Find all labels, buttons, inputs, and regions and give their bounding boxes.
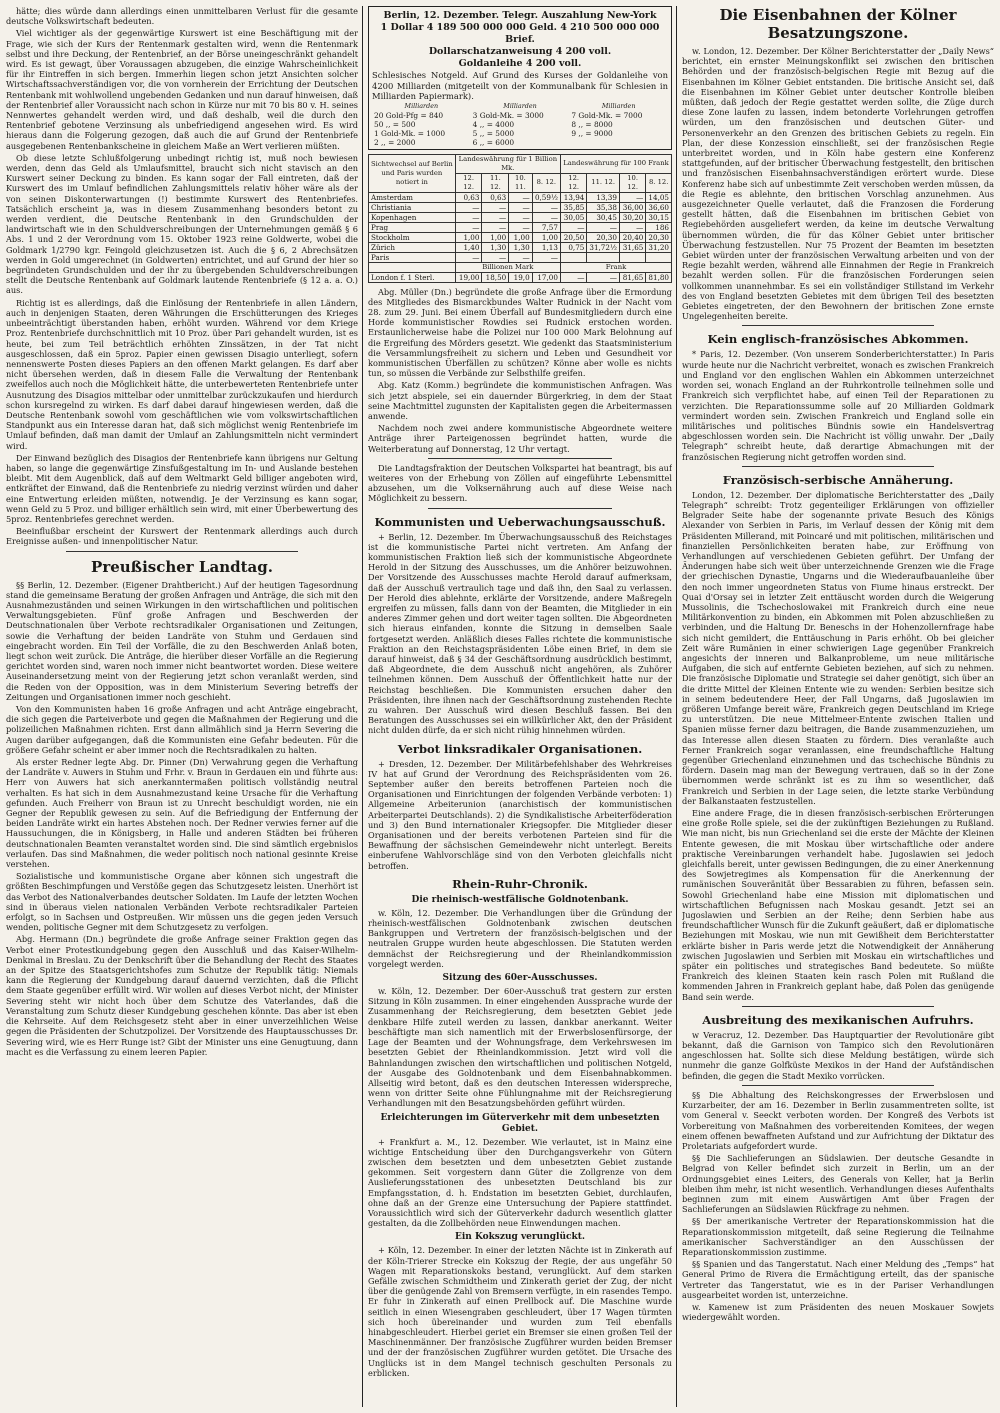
- exchange-line: Dollarschatzanweisung 4 200 voll.: [428, 46, 612, 57]
- divider: [742, 466, 934, 467]
- rate-cell: —: [560, 222, 586, 232]
- paragraph: w. Köln, 12. Dezember. Der 60er-Ausschuß trat gestern zur ersten Sitzung in Köln zusammen. In einer eingehenden Aussprache wurde der Zusammenhang der Reichsregierung, dem besetzten Gebiet jede denkbare Hilfe zuteil werden zu lassen, dankbar anerkannt. Weiter beschäftigte man sich namentlich mit der Erwerbslosenfürsorge, der Lage der Beamten und der Wohnungsfrage, dem Verkehrswesen im besetzten Gebiet der Rheinlandkommission. Jetzt wird voll die Bahnlandungen zwischen den wirtschaftlichen und politischen Notgeld, der Ausgabe des Goldnotenbank und dem Eisenbahnabkommen. Allseitig wird betont, daß es den deutschen Interessen widerspreche, wenn von dritter Seite ohne Fühlungnahme mit der Reichsregierung Verhandlungen mit den Besatzungsbehörden geführt würden.: [368, 986, 672, 1109]
- column-middle: [368, 6, 672, 1407]
- rate-cell: —: [482, 212, 509, 222]
- paragraph: Beeinflußbar erscheint der Kurswert der Rentenmark allerdings auch durch Ereignisse außen- und innenpolitischer Natur.: [6, 526, 358, 547]
- date-header: 11. 12.: [587, 173, 620, 192]
- date-header: 12. 12.: [455, 173, 482, 192]
- paragraph: w Veracruz, 12. Dezember. Das Hauptquartier der Revolutionäre gibt bekannt, daß die Garnison von Tampico sich den Revolutionären angeschlossen hat. Sollte sich diese Meldung bestätigen, würde sich nunmehr die ganze Golfküste Mexikos in der Hand der Aufständischen befinden, die gegen die Stadt Mexiko vorrücken.: [682, 1029, 994, 1081]
- rate-cell: 1,30: [509, 242, 532, 252]
- table-header: Billionen Mark: [455, 262, 560, 272]
- table-cell: 50 ,, = 500: [374, 119, 416, 129]
- table-row: [369, 202, 672, 212]
- rate-cell: —: [482, 252, 509, 262]
- paragraph: Der Einwand bezüglich des Disagios der Rentenbriefe kann übrigens nur Geltung haben, so lange die gegenwärtige Zinsfußgestaltung im In- und Auslande bestehen bleibt. Mit dem Augenblick, daß auf dem Weltmarkt Geld billiger angeboten wird, entkräftet der Einwand, daß die Rentenbriefe zu niedrig verzinst würden und daher eine Entwertung erleiden müßten, notwendig. Je der Verzinsung es kann sogar, wenn Geld zu 5 Proz. und billiger erhältlich sein wird, mit einer Überbewertung des 5proz. Rentenbriefes gerechnet werden.: [6, 452, 358, 524]
- column-rule: [362, 6, 363, 1407]
- city-cell: Prag: [369, 222, 456, 232]
- notgeld-unit: Milliarden: [503, 101, 537, 110]
- rate-cell: 36,00: [619, 202, 645, 212]
- table-cell: 6 ,, = 6000: [472, 137, 515, 147]
- table-cell: 9 ,, = 9000: [571, 128, 613, 138]
- rate-cell: 1,13: [532, 242, 560, 252]
- headline-annaeherung: Französisch-serbische Annäherung.: [722, 472, 954, 487]
- table-cell: 81,80: [646, 272, 672, 282]
- table-row: [369, 232, 672, 242]
- table-row: [372, 138, 668, 147]
- table-row: [372, 120, 668, 129]
- table-cell: 19,00: [455, 272, 482, 282]
- notgeld-table: [372, 102, 668, 147]
- rate-cell: 1,00: [509, 232, 532, 242]
- city-cell: Amsterdam: [369, 192, 456, 202]
- rate-cell: 0,63: [482, 192, 509, 202]
- paragraph: * Paris, 12. Dezember. (Von unserem Sonderberichterstatter.) In Paris wurde heute nur die Nachricht verbreitet, wonach es zwischen Frankreich und England vor den englischen Wahlen ein Abkommen unterzeichnet worden sei, wonach England an der Ruhrkontrolle teilnehmen solle und Frankreich sich verpflichtet habe, auf einen Teil der Reparationen zu verzichten. Die Reparationssumme solle auf 20 Milliarden Goldmark vermindert worden sein. Zwischen Frankreich und England solle ein militärisches und politisches Bündnis sowie ein Handelsvertrag abgeschlossen worden sein. Die Nachricht ist völlig unwahr. Der „Daily Telegraph“ schreibt heute, daß derartige Abmachungen mit der französischen Regierung nicht getroffen worden sind.: [682, 349, 994, 462]
- table-header: Sichtwechsel auf Berlin und Paris wurden notiert in: [369, 154, 456, 192]
- paragraph: Die Landtagsfraktion der Deutschen Volkspartei hat beantragt, bis auf weiteres von der Erhebung von Zöllen auf eingeführte Lebensmittel abzusehen, um die Volksernährung auch auf diese Weise nach Möglichkeit zu bessern.: [368, 462, 672, 504]
- paragraph: Abg. Müller (Dn.) begründete die große Anfrage über die Ermordung des Mitgliedes des Bismarckbundes Walter Rudnick in der Nacht vom 28. zum 29. Juni. Bei einem Überfall auf Bundesmitgliedern durch eine Horde kommunistischer Rowdies sei Rudnick erstochen worden. Erstaunlicherweise habe die Polizei nur 100 000 Mark Belohnung auf die Ergreifung des Mörders gesetzt. Wie gedenkt das Staatsministerium die Versammlungsfreiheit zu sichern und Leben und Gesundheit vor kommunistischen Überfällen zu schützen? Könne aber wolle es nichts tun, so müssen die Verbände zur Selbsthilfe greifen.: [368, 286, 672, 379]
- divider: [742, 325, 934, 326]
- paragraph: + Berlin, 12. Dezember. Im Überwachungsausschuß des Reichstages ist die kommunistische Partei nicht vertreten. Am Anfang der kommunistischen Fraktion ließ sich der kommunistische Abgeordnete Herold in der Sitzung des Ausschusses, um die Anhörer beizuwohnen. Der Vorsitzende des Ausschusses machte Herold darauf aufmerksam, daß der Ausschuß vertraulich tage und daß ihn, den Saal zu verlassen. Der Herold dies ablehnte, erklärte der Vorsitzende, andere Maßregeln ergreifen zu müssen, falls dann von der Beamten, die Mitglieder in ein anderes Zimmer gehen und dort weiter tagen sollten. Die Abgeordneten sich hieraus einfanden, konnte die Sitzung in demselben Saale fortgesetzt werden. Anläßlich dieses Falles richtete die kommunistische Fraktion an den Reichstagspräsidenten Löbe einen Brief, in dem sie darauf hinweist, daß § 34 der Geschäftsordnung ausdrücklich bestimmt, daß Abgeordnete, die dem Ausschuß nicht angehören, als Zuhörer teilnehmen können. Dem Ausschuß der Öffentlichkeit hatte nur der Reichstag beschließen. Die Kommunisten ersuchen daher den Präsidenten, ihre ihnen nach der Geschäftsordnung zustehenden Rechte zu wahren. Der Ausschuß wird diesen Beschluß fassen. Bei den Beratungen des Ausschusses sei ein willkürlicher Akt, den der Präsident nicht dulden dürfe, da er sich nicht rühig hinnehmen würden.: [368, 531, 672, 736]
- table-row: [372, 129, 668, 138]
- table-cell: 8 ,, = 8000: [571, 119, 613, 129]
- subheadline: Ein Kokszug verunglückt.: [454, 1232, 585, 1243]
- paragraph: Abg. Hermann (Dn.) begründete die große Anfrage seiner Fraktion gegen das Verbot einer Protestkundgebung gegen den Ausschluß und das Kaiser-Wilhelm-Denkmal in Breslau. Zu der Denkschrift über die Behandlung der Recht des Staates an der Spitze des Staatsgerichtshofes zum Schutze der Republik tätig: Niemals kann die Regierung der Kundgebung darauf dauernd verzichten, daß die Pflicht dem Staate gegenüber erfüllt wird. Wir wollen auf dieses Verbot nicht, der Minister Severing steht wir nicht hoch über dem Schutze des Vaterlandes, daß die Veranstaltung zum Schutz dieser Kundgebung geschehen könnte. Das aber ist eben die Kehrseite. Auf dem Reichsgesetz steht aber in einer unverzeihlichen Weise gegen die Präsidenten der Schutzpolizei. Der Vorsitzende des Hauptausschusses Dr. Severing wird, wie es Herr Runge ist? Gibt der Minister uns eine Genugtuung, dann macht es die Verfassung zu einem leeren Papier.: [6, 934, 358, 1057]
- rate-cell: 1,00: [482, 232, 509, 242]
- subheadline: Die rheinisch-westfälische Goldnotenbank.: [411, 894, 629, 905]
- city-cell: Paris: [369, 252, 456, 262]
- table-cell: 19,0: [509, 272, 532, 282]
- rate-cell: [646, 252, 672, 262]
- rate-cell: —: [509, 252, 532, 262]
- table-header: Landeswährung für 1 Billion Mk.: [455, 154, 560, 173]
- table-cell: [369, 262, 456, 272]
- table-cell: 81,65: [619, 272, 645, 282]
- paragraph: + Frankfurt a. M., 12. Dezember. Wie verlautet, ist in Mainz eine wichtige Entscheidung über den Durchgangsverkehr von Gütern zwischen dem besetzten und dem unbesetzten Gebiet zustande gekommen. Seit vorgestern dann Güter die Zollgrenze von dem Auslieferungsstationen des unbesetzten Deutschland bis zur Empfangsstation, d. h. Endstation im besetzten Gebiet, durchlaufen, ohne daß an der Grenze eine Untersuchung der Papiere stattfindet. Voraussichtlich wird sich der Güterverkehr dadurch wesentlich glatter gestalten, da die Zollbehörden neue Einwendungen machen.: [368, 1136, 672, 1229]
- paragraph: §§ Die Sachlieferungen an Südslawien. Der deutsche Gesandte in Belgrad von Keller befindet sich zurzeit in Berlin, um an der Ordnungsgebiet eines Leiters, des Generals von Keller, hat ja Berlin bleiben ihm mehr, ist nicht wesentlich. Verhandlungen dieses Aufenthalts beginnen zum mit einem Auswärtigen Amt über Fragen der Sachlieferungen an Südslawien Rückfrage zu nehmen.: [682, 1153, 994, 1215]
- paragraph: w. Kamenew ist zum Präsidenten des neuen Moskauer Sowjets wiedergewählt worden.: [682, 1301, 994, 1323]
- rate-cell: 14,05: [646, 192, 672, 202]
- rate-cell: —: [455, 212, 482, 222]
- table-cell: 4 ,, = 4000: [472, 119, 515, 129]
- city-cell: Kopenhagen: [369, 212, 456, 222]
- paragraph: London, 12. Dezember. Der diplomatische Berichterstatter des „Daily Telegraph“ schreibt: Trotz gegenteiliger Erklärungen von offizieller Belgrader Seite habe der sogenannte private Besuch des Königs Alexander von Serbien in Paris, im Verlauf dessen der König mit dem Präsidenten Millerand, mit Poincaré und mit politischen, militärischen und finanziellen Persönlichkeiten beraten habe, zur Eröffnung von Verhandlungen auf verschiedenen Gebieten geführt. Der Umfang der Änderungen habe sich weit über unterzeichnende Grenzen wie die Frage der griechischen Dynastie, Ungarns und die Wiederaufbauanleihe über den noch immer ungeordneten Status von Fiume hinaus erstreckt. Der Quai d'Orsay sei in letzter Zeit enttäuscht worden durch die Weigerung Mussolinis, die Tschechoslowakei mit Frankreich durch eine neue Militärkonvention zu binden, ein Abkommen mit Polen abzuschließen zu verbinden, und die Haltung Dr. Beneschs in der Hohenzollernfrage habe sich nicht gemildert, die Enttäuschung in Paris erhöht. Ob bei gleicher Zeit wäre Rumänien in einer schwierigen Lage gegenüber Frankreich angesichts der inneren und Balkanprobleme, um neue militärische Aufgaben, die sich auf entfernte Gebieten beziehen, auf sich zu nehmen. Die französische Diplomatie und Strategie sei daher genötigt, sich über an die dritte Mittel der Kleinen Entente wie zu wenden: Serbien besitze sich in seinem bedeutendere Heer, der Fall Ungarns, daß Jugoslawien im größeren Umfange bereit wäre, Frankreich gegen Deutschland im Kriege zu unterstützen. Die neue Mittelmeer-Entente zwischen Italien und Spanien müsse ferner dazu beitragen, die Bande zusammenzuziehen, um das Interesse allen diesen Staaten zu fördern. Dies veranlaßte auch Ferner Frankreich sogar veranlassen, eine freundschaftliche Haltung gegenüber Griechenland einzunehmen und das tschechische Bündnis zu fördern. Dasein mag man der Bewegung vertrauen, daß so in der Zone übernommen werde schränkt ist es zu ihm so wesentlicher, daß Frankreich und Serbien in der Lage seien, die letzte starke Verbündung der Balkanstaaten festzustellen.: [682, 489, 994, 806]
- rate-cell: 30,05: [560, 212, 586, 222]
- rate-cell: 1,40: [455, 242, 482, 252]
- exchange-line: 1 Dollar 4 189 500 000 000 Geld. 4 210 500 000 000 Brief.: [380, 22, 660, 45]
- table-row: [369, 222, 672, 232]
- table-cell: 5 ,, = 5000: [472, 128, 515, 138]
- paragraph: + Köln, 12. Dezember. In einer der letzten Nächte ist in Zinkerath auf der Köln-Trierer Strecke ein Kokszug der Regie, der aus ungefähr 50 Wagen mit Reparationskoks bestand, verunglückt. Auf dem starken Gefälle zwischen Schmidtheim und Zinkerath geriet der Zug, der nicht über die genügende Zahl von Bremsern verfügte, in ein rasendes Tempo. Er fuhr in Zinkerath auf einen Prellbock auf. Die Maschine wurde seitlich in einen Wiesengraben geschleudert, über 17 Wagen türmten sich hoch übereinander und wurden zum Teil ebenfalls hinabgeschleudert. Hierbei geriet ein Bremser sie einen großen Teil der Maschinenmänner. Der französische Zugführer wurden beiden Bremser und der der französischen Zugführer wurden getötet. Die Ursache des Unglücks ist in dem Mangel technisch geschulten Personals zu erblicken.: [368, 1245, 672, 1378]
- paragraph: hätte; dies würde dann allerdings einen unmittelbaren Verlust für die gesamte deutsche Volkswirtschaft bedeuten.: [6, 6, 358, 27]
- rate-cell: —: [509, 212, 532, 222]
- rate-cell: 0,63: [455, 192, 482, 202]
- rate-cell: [560, 252, 586, 262]
- table-cell: 1 Gold-Mk. = 1000: [374, 128, 446, 138]
- rate-cell: —: [455, 202, 482, 212]
- exchange-rate-table: [368, 154, 672, 283]
- table-cell: 17,00: [532, 272, 560, 282]
- rate-cell: 20,50: [560, 232, 586, 242]
- date-header: 12. 12.: [560, 173, 586, 192]
- subheadline: Erleichterungen im Güterverkehr mit dem unbesetzten Gebiet.: [380, 1112, 660, 1134]
- divider: [428, 508, 612, 509]
- paragraph: w. Köln, 12. Dezember. Die Verhandlungen über die Gründung der rheinisch-westfälischen Goldnotenbank zwischen deutschen Bankgruppen und Vertretern der französisch-belgischen und der neutralen Gruppe wurden heute abgeschlossen. Die Statuten werden demnächst der Reichsregierung und der Rheinlandkommission vorgelegt werden.: [368, 907, 672, 969]
- rate-cell: —: [455, 252, 482, 262]
- table-row: [372, 111, 668, 120]
- table-row: [369, 252, 672, 262]
- table-header: Landeswährung für 100 Frank: [560, 154, 671, 173]
- paragraph: §§ Der amerikanische Vertreter der Reparationskommission hat die Reparationskommission mitgeteilt, daß seine Regierung die Teilnahme amerikanischer Sachverständiger an den Ausschüssen der Reparationskommission zustimme.: [682, 1216, 994, 1257]
- notgeld-unit: Milliarden: [601, 101, 636, 110]
- notgeld-unit: Milliarden: [404, 101, 439, 110]
- table-cell: 7 Gold-Mk. = 7000: [571, 110, 643, 120]
- rate-cell: 35,38: [587, 202, 620, 212]
- headline-kommunisten: Kommunisten und Ueberwachungsausschuß.: [374, 514, 666, 529]
- rate-cell: 13,94: [560, 192, 586, 202]
- rate-cell: 30,15: [646, 212, 672, 222]
- rate-cell: —: [482, 222, 509, 232]
- paragraph: Richtig ist es allerdings, daß die Einlösung der Rentenbriefe in allen Ländern, auch in denjenigen Staaten, deren Währungen die Erschütterungen des Krieges unbeeinträchtigt überstanden haben, erhöht wurden. Während vor dem Kriege Proz. Rentenbriefe durchschnittlich mit 10 Proz. über Pari gehandelt wurden, ist es heute, bei zum Teil beträchtlich erhöhten Zinssätzen, in der Tat nicht ausgeschlossen, daß ein 5proz. Papier einen gewissen Disagio unterliegt, sofern nennenswerte Posten dieses Papiers an den offenen Markt gelangen. Es darf aber nicht übersehen werden, daß in diesem Falle die Verwaltung der Rentenbank zweifellos auch noch die Möglichkeit hätte, die unterbewerteten Rentenbriefe unter Ausnutzung des Disagios mittelbar oder unmittelbar zurückzukaufen und hierdurch schon kursregelnd zu wirken. Es darf dabei darauf hingewiesen werden, daß die Deutsche Rentenbank sowohl vom geschäftlichen wie vom volkswirtschaftlichen Standpunkt aus ein Interesse daran hat, daß sich möglichst wenig Rentenbriefe im Umlauf befinden, daß man damit der Umlauf an Zahlungsmitteln nicht vermindert wird.: [6, 297, 358, 451]
- rate-cell: 1,00: [455, 232, 482, 242]
- rate-cell: 30,45: [587, 212, 620, 222]
- date-header: 10. 11.: [509, 173, 532, 192]
- paragraph: §§ Spanien und das Tangerstatut. Nach einer Meldung des „Temps“ hat General Primo de Rivera die Ermächtigung erteilt, das der spanische Vertreter das Tangerstatut, wie es in der Pariser Verhandlungen ausgearbeitet worden ist, unterzeichne.: [682, 1259, 994, 1300]
- paragraph: Eine andere Frage, die in diesen französisch-serbischen Erörterungen eine große Rolle spiele, sei die der zukünftigen Beziehungen zu Rußland. Wie man nicht, bis nun Griechenland sei die erste der Mächte der Kleinen Entente gewesen, die mit Moskau über wirtschaftliche oder andere praktische Vereinbarungen verhandelt habe. Jugoslawien sei jedoch gleichfalls bereit, unter gewissen Bedingungen, die zu einer Anerkennung des Sowjetregimes als Kompensation für die Anerkennung der rumänischen Souveränität über Bessarabien zu führen, befassen sein. Sowohl Griechenland habe eine Mission mit diplomatischen und wirtschaftlichen Befugnissen nach Moskau gesandt. Jetzt sei an Jugoslawien und Serbien an der Reihe; denn Serbien habe aus freundschaftlicher Wunsch für die Zukunft geäußert, daß er diplomatische Beziehungen mit Moskau, wie nun mit Gewißheit dem Berichterstatter erklärte bisher in Paris werde jetzt die Notwendigkeit der Annäherung zwischen Jugoslawien und Serbien mit Moskau ein wirtschaftliches und später ein politisches und strategisches Band bedeutete. So müßte Frankreich des kleinen Staaten kein rasch Polen mit Rußland die kommenden Jahren in Frankreich geplant habe, daß Polen das genügende Band sein werde.: [682, 808, 994, 1002]
- divider: [742, 1085, 934, 1086]
- date-header: 10. 12.: [619, 173, 645, 192]
- table-cell: —: [560, 272, 586, 282]
- exchange-line: Berlin, 12. Dezember. Telegr. Auszahlung New-York: [383, 10, 657, 21]
- rate-cell: —: [619, 222, 645, 232]
- paragraph: + Dresden, 12. Dezember. Der Militärbefehlshaber des Wehrkreises IV hat auf Grund der Verordnung des Reichspräsidenten vom 26. September außer den bereits betroffenen Parteien noch die Organisationen und Einrichtungen der folgenden Verbände verboten: 1) Allgemeine Arbeiterunion (anarchistisch der kommunistischen Arbeiterpartei Deutschlands). 2) die Syndikalistische Arbeiterföderation und 3) den Bund internationaler Kriegsopfer. Die Mitglieder dieser Organisationen und der bereits verbotenen Parteien sind für die Bewaffnung der sächsischen Gemeindewehr nicht unterlegt. Bereits einberufene Wahlvorschläge sind von den Verboten gleichfalls nicht betroffen.: [368, 758, 672, 871]
- city-cell: Zürich: [369, 242, 456, 252]
- paragraph: Sozialistische und kommunistische Organe aber können sich ungestraft die größten Beschimpfungen und Verstöße gegen das Schutzgesetz leisten. Unerhört ist das Verbot des Nationalverbandes deutscher Soldaten. Im Laufe der letzten Wochen sind in überaus vielen nationalen Verbänden Verbote rechtsradikaler Parteien erfolgt, so in Sachsen und Ostpreußen. Wir müssen uns die gegen jeden Versuch wenden, politische Gegner mit dem Schutzgesetz zu verfolgen.: [6, 871, 358, 933]
- table-cell: 3 Gold-Mk. = 3000: [472, 110, 544, 120]
- rate-cell: —: [619, 192, 645, 202]
- headline-eisenbahnen: Die Eisenbahnen der Kölner Besatzungszone.: [719, 6, 957, 42]
- rate-cell: —: [532, 212, 560, 222]
- table-cell: London f. 1 Sterl.: [369, 272, 456, 282]
- column-right: [682, 6, 994, 1407]
- table-cell: 20 Gold-Pfg = 840: [374, 110, 444, 120]
- rate-cell: —: [455, 222, 482, 232]
- column-rule: [676, 6, 677, 1407]
- city-cell: Stockholm: [369, 232, 456, 242]
- rate-cell: 36,60: [646, 202, 672, 212]
- paragraph: w. London, 12. Dezember. Der Kölner Berichterstatter der „Daily News“ berichtet, ein ernster Meinungskonflikt sei zwischen den britischen Behörden und der französisch-belgischen Regie mit Bezug auf die Eisenbahnen im Kölner Gebiet entstanden. Die britische Ansicht sei, daß die Eisenbahnen im Kölner Gebiet unter deutscher Kontrolle bleiben müßten, daß jedoch der Regie gestattet werden sollte, die Züge durch diese Zone laufen zu lassen, indem betonderte Vorlehrungen getroffen würden, um den französischen und deutschen Güter- und Personenverkehr an den Grenzen des britischen Gebiets zu regeln. Ein Plan, der diese Konzession einschließt, sei der französischen Regie unterbreitet worden, und in Köln habe gestern eine Konferenz stattgefunden, auf der britischer Überwachung festgestellt, den britischen und französischen Eisenbahnsachverständigen erörtert wurde. Diese Konferenz habe sich auf unbestimmte Zeit verschoben werden müssen, da die Regie es ablehnte, den britischen Vorschlag anzunehmen. Aus ausgezeichneter Quelle verlautet, daß die Franzosen die Forderung gestellt hätten, daß die Eisenbahnen im britischen Gebiet von Regiebehörden ausgeliefert werden, da keine im deutsche Verwaltung übernommen würden, die für das Kölner Gebiet unter britischer Überwachung festzustellen. Nur 75 Prozent der Beamten im besetzten Gebiet würden unter der französischen Verwaltung arbeiten und von der Regie bezahlt werden, während alle Einnahmen der Regie in Frankreich bezahlt werden sollen. Für die französischen Forderungen seien vollkommen unannehmbar. Es sei ein vollständiger Stillstand im Verkehr des von England besetzten Gebietes mit dem übrigen Teil des besetzten Gebietes eingetreten, der den Bewohnern der britischen Zone ernste Ungelegenheiten bereite.: [682, 46, 994, 322]
- table-row: [369, 212, 672, 222]
- rate-cell: —: [509, 192, 532, 202]
- rate-cell: 0,75: [560, 242, 586, 252]
- rate-cell: —: [532, 252, 560, 262]
- paragraph: Ob diese letzte Schlußfolgerung unbedingt richtig ist, muß noch bewiesen werden, denn das Geld als Umlaufsmittel, braucht sich nicht stavisch an den Kurswert seiner Deckung zu binden. Es kann sogar der Fall eintreten, daß der Kurswert des im Umlauf befindlichen Zahlungsmittels relativ höher wäre als der von seinen Diskonterwartungen (!) bestimmte Kurswert des Rentenbriefes. Tatsächlich erscheint ja, was in diesem Zusammenhang besonders betont zu werden verdient, die Deutsche Rentenbank in den Grundschulden der landwirtschaft wie in den Schuldverschreibungen der Unternehmungen gemäß § 6 Abs. 1 und 2 der Verordnung vom 15. Oktober 1923 reine Goldwerte, wobei die Goldmark 1/2790 kgr. Feingold gleichzusetzen ist. Auch die § 6, 2 Abrechsätzen werden in Gold umgerechnet (in Goldwerten) entrichtet, und auf Grund der hier so begründeten Grundschulden und der ihr zu übergebenden Schuldverschreibungen stellt die Deutsche Rentenbank auf Goldmark lautende Rentenbriefe (§ 12 a. a. O.) aus.: [6, 152, 358, 296]
- rate-cell: —: [482, 202, 509, 212]
- rate-cell: 30,20: [619, 212, 645, 222]
- table-row: [369, 192, 672, 202]
- rate-cell: 20,40: [619, 232, 645, 242]
- divider: [742, 1006, 934, 1007]
- rate-rows: [369, 192, 672, 262]
- rate-cell: —: [532, 202, 560, 212]
- paragraph: Als erster Redner legte Abg. Dr. Pinner (Dn) Verwahrung gegen die Verhaftung der Landräte v. Auwers in Stuhm und Frhr. v. Braun in Gerdauen ein und führte aus: Herr von Auwers hat sich anerkanntermaßen politisch vollständig neutral verhalten. Es hat sich in dem Ausnahmezustand keine Ursache für die Verhaftung gefunden. Auch Freiherr von Braun ist zu Unrecht beschuldigt worden, nie ein Gegner der Republik gewesen zu sein. Auf die Befriedigung der Entfernung der beiden Landräte wirkt ein hartes Abstehen noch. Der Redner verwies ferner auf die Haussuchungen, die in Königsberg, in Halle und anderen Städten bei früheren deutschnationalen Beamten veranstaltet worden sind. Die sind sämtlich ergebnislos verlaufen. Das sind Maßnahmen, die weder politisch noch national gesinnte Kreise verstehen.: [6, 757, 358, 870]
- rate-cell: 186: [646, 222, 672, 232]
- city-cell: Christiania: [369, 202, 456, 212]
- notgeld-text: Schlesisches Notgeld. Auf Grund des Kurses der Goldanleihe von 4200 Milliarden (mitgeteilt von der Kommunalbank für Schlesien in Milliarden Papiermark).: [372, 70, 668, 101]
- date-header: 8. 12.: [646, 173, 672, 192]
- paragraph: §§ Die Abhaltung des Reichskongresses der Erwerbslosen und Kurzarbeiter, der am 16. Dezember in Berlin zusammentreten sollte, ist vom General v. Seeckt verboten worden. Der Kongreß des Verbots ist Vorbereitung von Maßnahmen des vorbereitenden Komitees, der wegen einem offenen bewaffneten Aufstand und zur Aufrichtung der Diktatur des Proletariats aufgefordert wurde.: [682, 1089, 994, 1151]
- table-cell: [569, 138, 668, 147]
- subheadline: Sitzung des 60er-Ausschusses.: [442, 973, 598, 984]
- divider: [66, 551, 298, 552]
- rate-cell: 0,59½: [532, 192, 560, 202]
- headline-abkommen: Kein englisch-französisches Abkommen.: [707, 332, 969, 347]
- column-left: [6, 6, 358, 1407]
- table-row: [369, 272, 672, 282]
- divider: [428, 458, 612, 459]
- rate-cell: 1,00: [532, 232, 560, 242]
- table-cell: 2 ,, = 2000: [374, 137, 416, 147]
- paragraph: Von den Kommunisten haben 16 große Anfragen und acht Anträge eingebracht, die sich gegen die Parteiverbote und gegen die Maßnahmen der Regierung und die polizeilichen Maßnahmen richten. Erst dann allmählich sind ja Herrn Severing die Augen darüber aufgegangen, daß die Kommunisten eine Gefahr bedeuten. Für die größere Gefahr scheint er aber immer noch die Rechtsradikalen zu halten.: [6, 704, 358, 755]
- table-cell: —: [587, 272, 620, 282]
- rate-cell: [619, 252, 645, 262]
- paragraph: Viel wichtiger als der gegenwärtige Kurswert ist eine Beschäftigung mit der Frage, wie sich der Kurs der Rentenmark gestalten wird, wenn die Rentenmark selbst und ihre Deckung, der Rentenbrief, an der Börse uneingeschränkt gehandelt wird. Es ist gewagt, über Voraussagen abzugeben, die einzige Wahrscheinlichkeit für ihr Eintreffen in sich bergen. Immerhin liegen schon jetzt Ansichten solcher Wirtschaftssachverständigen vor, die von vornherein der Errichtung der Deutschen Rentenbank mit wohlwollend ungebenden Gedanken und nun darauf hinweisen, daß der Rentenbrief aller Voraussicht nach schon in Kürze nur mit 70 bis 80 v. H. seines Nennwertes gehandelt werden wird, und daß deshalb, weil die durch den Rentenbrief gebotene Verzinsung als unbefriedigend angesehen wird. Es wird hieraus dann die Folgerung gezogen, daß auch die auf Grund der Rentenbriefe ausgegebenen Rentenbankscheine in gleichem Maße an Wert verlieren müßten.: [6, 28, 358, 151]
- rate-cell: —: [587, 222, 620, 232]
- rate-cell: 20,30: [587, 232, 620, 242]
- table-row: [369, 242, 672, 252]
- paragraph: Abg. Katz (Komm.) begründete die kommunistischen Anfragen. Was sich jetzt abspiele, sei ein dauernder Bürgerkrieg, in dem der Staat seine Machtmittel zugunsten der Kapitalisten gegen die Arbeitermassen anwende.: [368, 380, 672, 421]
- headline-rhein-ruhr: Rhein-Ruhr-Chronik.: [452, 876, 588, 891]
- headline-mexiko: Ausbreitung des mexikanischen Aufruhrs.: [702, 1012, 974, 1027]
- rate-cell: —: [509, 222, 532, 232]
- headline-verbot: Verbot linksradikaler Organisationen.: [397, 741, 643, 756]
- rate-cell: —: [509, 202, 532, 212]
- rate-cell: 13,39: [587, 192, 620, 202]
- paragraph: Nachdem noch zwei andere kommunistische Abgeordnete weitere Anträge ihrer Parteigenossen begründet hatten, wurde die Weiterberatung auf Donnerstag, 12 Uhr vertagt.: [368, 423, 672, 454]
- headline-landtag: Preußischer Landtag.: [91, 557, 273, 576]
- date-header: 8. 12.: [532, 173, 560, 192]
- rate-cell: 31,65: [619, 242, 645, 252]
- rate-cell: 31,20: [646, 242, 672, 252]
- rate-cell: 35,85: [560, 202, 586, 212]
- exchange-line: Goldanleihe 4 200 voll.: [458, 58, 582, 69]
- date-header: 11. 12.: [482, 173, 509, 192]
- table-header: Frank: [560, 262, 671, 272]
- exchange-box: [368, 6, 672, 150]
- rate-cell: [587, 252, 620, 262]
- rate-cell: 31,72½: [587, 242, 620, 252]
- table-cell: 18,50: [482, 272, 509, 282]
- rate-cell: 20,30: [646, 232, 672, 242]
- paragraph: §§ Berlin, 12. Dezember. (Eigener Drahtbericht.) Auf der heutigen Tagesordnung stand die gemeinsame Beratung der großen Anfragen und Anträge, die sich mit den Ausnahmezuständen und seinen Wirkungen in den wirtschaftlichen und politischen Verwaltungsgebieten. Fünf große Anfragen und Beschwerden der Deutschnationalen über Verbote rechtsradikaler Organisationen und Zeitungen, sowie die Verhaftung der beiden Landräte von Stuhm und Gerdauen sind eingebracht worden. Ein Teil der Vorfälle, die zu den Beschwerden Anlaß boten, liegt schon weit zurück. Die Anträge, die hierüber dieser Vorfälle an die Regierung gerichtet worden sind, waren noch immer nicht beantwortet worden. Diese weitere Auseinandersetzung meint von der Regierung jetzt schon veranlaßt werden, sind die Reden von der Opposition, was in dem Ministerium Severing betreffs der Zeitungen und Organisationen immer noch geschieht.: [6, 579, 358, 702]
- rate-cell: 1,30: [482, 242, 509, 252]
- rate-cell: 7,57: [532, 222, 560, 232]
